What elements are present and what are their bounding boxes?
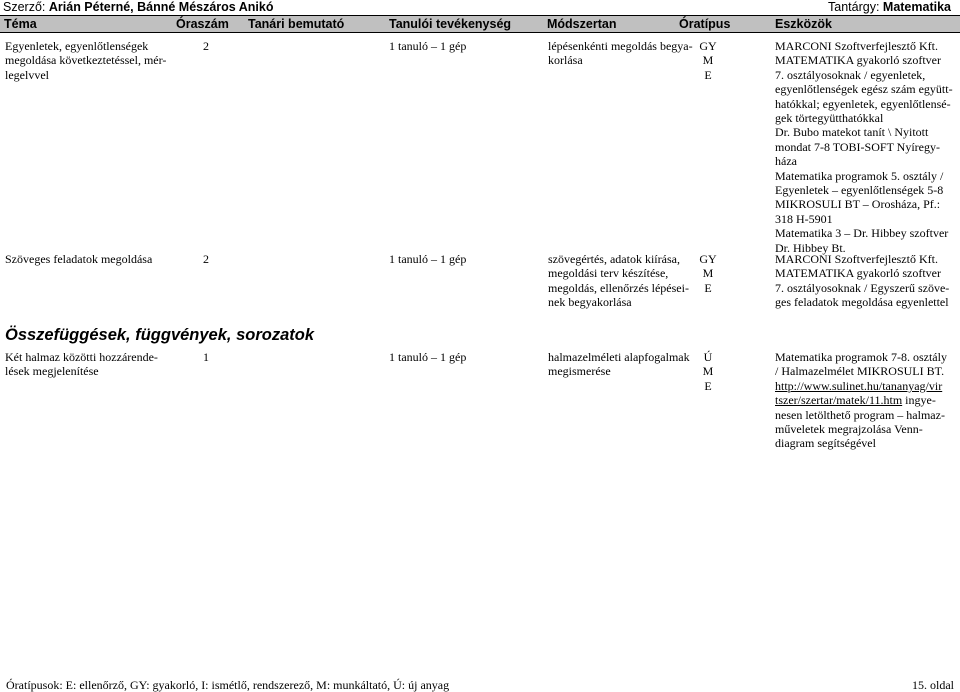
row3-activity: 1 tanuló – 1 gép [389,350,467,364]
header-tools: Eszközök [775,17,832,31]
row1-hours: 2 [203,39,209,53]
lesson-type-legend: Óratípusok: E: ellenőrző, GY: gyakorló, I: ismétlő, rendszerező, M: munkáltató, Ú: új anyag [6,678,450,692]
header-student-activity: Tanulói tevékenység [389,17,512,31]
row3-hours: 1 [203,350,209,364]
header-hours: Óraszám [176,17,229,31]
row2-activity: 1 tanuló – 1 gép [389,252,467,266]
row1-topic: Egyenletek, egyenlőtlenségek megoldása következtetéssel, mér- legelvvel [5,39,167,82]
row2-hours: 2 [203,252,209,266]
header-topic: Téma [4,17,37,31]
row1-tools: MARCONI Szoftverfejlesztő Kft. MATEMATIKA gyakorló szoftver 7. osztályosoknak / egyenletek, egyenlőtlenségek egész szám együtt- hatókkal; egyenletek, egyenlőtlensé- gek törtegyütthatókkal Dr. Bubo matekot tanít \ Nyitott mondat 7-8 TOBI-SOFT Nyíregy- háza Matematika programok 5. osztály / Egyenletek – egyenlőtlenségek 5-8 MIKROSULI BT – Orosháza, Pf.: 318 H-5901 Matematika 3 – Dr. Hibbey szoftver Dr. Hibbey Bt. [775,39,953,255]
subject-label: Tantárgy: [828,0,880,14]
subject-tag [828,0,951,14]
row2-topic: Szöveges feladatok megoldása [5,252,153,266]
row3-types: Ú M E [702,350,714,393]
row2-tools: MARCONI Szoftverfejlesztő Kft. MATEMATIKA gyakorló szoftver 7. osztályosoknak / Egyszerű szöve- ges feladatok megoldása egyenlettel [775,252,950,310]
author-line [3,0,957,14]
author-label: Szerző: [3,0,46,14]
row1-method: lépésenkénti megoldás begya- korlása [548,39,693,68]
section-title: Összefüggések, függvények, sorozatok [5,326,315,344]
row2-types: GY M E [699,252,717,295]
sulinet-link-part2[interactable]: tszer/szertar/matek/11.htm [775,393,903,408]
header-lesson-type: Óratípus [679,17,731,31]
author-names: Arián Péterné, Bánné Mészáros Anikó [48,0,274,14]
sulinet-link-part1[interactable]: http://www.sulinet.hu/tananyag/vir [775,378,943,393]
row1-types: GY M E [699,39,717,82]
row3-method: halmazelméleti alapfogalmak megismerése [548,350,690,379]
page-number: 15. oldal [912,678,954,692]
row1-activity: 1 tanuló – 1 gép [389,39,467,53]
header-teacher-demo: Tanári bemutató [248,17,345,31]
table-header [0,15,960,33]
header-methodology: Módszertan [547,17,617,31]
row3-tools: Matematika programok 7-8. osztály / Halmazelmélet MIKROSULI BT. http://www.sulinet.hu/tananyag/vir tszer/szertar/matek/11.htm ingye- nesen letölthető program – halmaz- műveletek megrajzolása Venn- diagram segítségével [775,350,947,451]
subject-value: Matematika [882,0,951,14]
row2-method: szövegértés, adatok kiírása, megoldási terv készítése, megoldás, ellenőrzés lépései- nek begyakorlása [548,252,689,310]
row3-topic: Két halmaz közötti hozzárende- lések megjelenítése [5,350,158,379]
